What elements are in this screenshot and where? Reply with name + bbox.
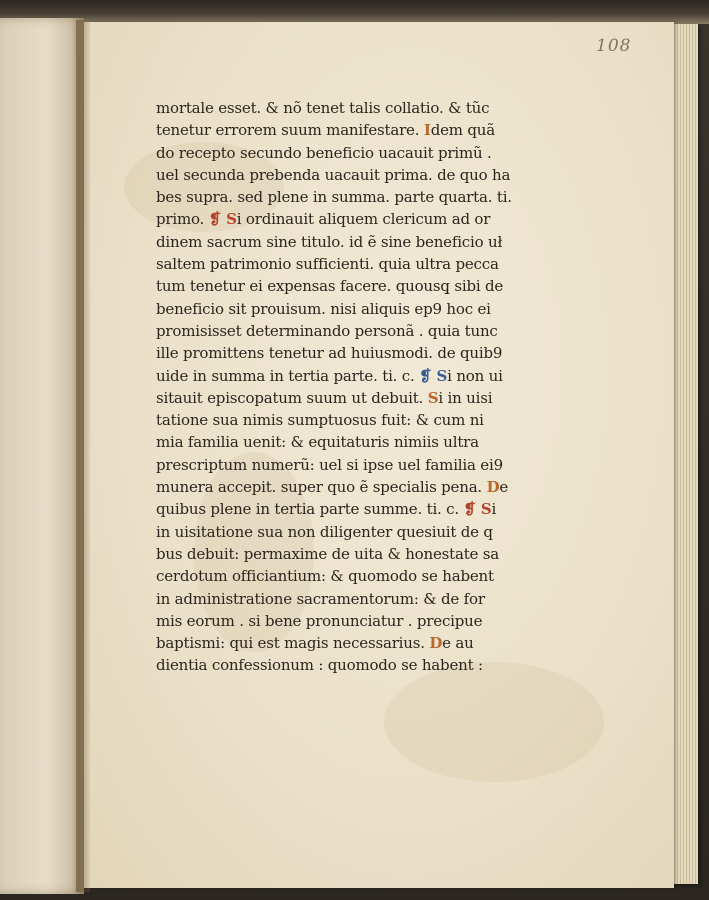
text-line — [156, 342, 526, 364]
text-segment: munera accepit. super quo ẽ specialis pena. — [156, 478, 487, 497]
rubric-mark: ❡ S — [463, 500, 492, 519]
text-segment: saltem patrimonio sufficienti. quia ultra pecca — [156, 255, 499, 274]
text-segment: prescriptum numerũ: uel si ipse uel familia ei9 — [156, 455, 503, 474]
paper-stain — [384, 662, 604, 782]
text-segment: i ordinauit aliquem clericum ad or — [236, 210, 491, 229]
text-segment: baptismi: qui est magis necessarius. — [156, 634, 430, 653]
text-line — [156, 208, 526, 230]
text-line — [156, 365, 526, 387]
text-line — [156, 476, 526, 498]
text-line — [156, 387, 526, 409]
rubric-mark: ❡ S — [419, 366, 448, 385]
rubric-mark: ❡ S — [208, 210, 237, 229]
text-segment: cerdotum officiantium: & quomodo se habent — [156, 567, 494, 586]
text-line — [156, 186, 526, 208]
text-segment: mia familia uenit: & equitaturis nimiis ultra — [156, 433, 479, 452]
text-segment: mortale esset. & nõ tenet talis collatio. & tũc — [156, 99, 490, 117]
text-segment: beneficio sit prouisum. nisi aliquis ep9 hoc ei — [156, 299, 491, 318]
text-segment: dem quã — [430, 121, 495, 140]
text-segment: bus debuit: permaxime de uita & honestate sa — [156, 544, 500, 563]
binding-edge — [0, 0, 709, 24]
text-segment: i in uisi — [438, 388, 493, 407]
text-line — [156, 521, 526, 543]
text-line — [156, 97, 526, 119]
text-segment: mis eorum . si bene pronunciatur . precipue — [156, 611, 483, 630]
text-line — [156, 409, 526, 431]
text-segment: e au — [442, 634, 474, 653]
text-segment: e — [499, 478, 509, 497]
text-segment: uel secunda prebenda uacauit prima. de quo ha — [156, 165, 511, 184]
facing-page-fold — [0, 52, 79, 892]
text-segment: primo. — [156, 210, 209, 229]
text-segment: in uisitatione sua non diligenter quesiuit de q — [156, 522, 493, 541]
text-line — [156, 275, 526, 297]
text-segment: dientia confessionum : quomodo se habent : — [156, 656, 483, 675]
text-line — [156, 454, 526, 476]
text-line — [156, 632, 526, 654]
text-line — [156, 543, 526, 565]
text-segment: tenetur errorem suum manifestare. — [156, 121, 424, 140]
text-line — [156, 498, 526, 520]
text-segment: uide in summa in tertia parte. ti. c. — [156, 366, 420, 385]
initial-letter: S — [427, 388, 439, 407]
text-line — [156, 610, 526, 632]
text-segment: do recepto secundo beneficio uacauit primũ . — [156, 143, 492, 162]
text-segment: promisisset determinando personã . quia tunc — [156, 321, 498, 340]
facing-page-edge — [0, 18, 84, 894]
initial-letter: D — [486, 478, 500, 497]
text-line — [156, 231, 526, 253]
text-segment: quibus plene in tertia parte summe. ti. c. — [156, 500, 464, 519]
text-line — [156, 142, 526, 164]
page-stack-edges — [672, 24, 698, 884]
text-segment: bes supra. sed plene in summa. parte quarta. ti. — [156, 188, 512, 207]
text-block — [156, 97, 526, 677]
text-line — [156, 588, 526, 610]
text-segment: tum tenetur ei expensas facere. quousq̧ sibi de — [156, 277, 504, 296]
text-segment: i — [491, 500, 497, 519]
initial-letter: I — [423, 121, 431, 140]
folio-number: 108 — [596, 36, 632, 56]
gutter-shadow — [76, 20, 90, 892]
text-segment: dinem sacrum sine titulo. id ẽ sine beneficio uł — [156, 232, 503, 251]
text-line — [156, 119, 526, 141]
text-line — [156, 654, 526, 676]
text-segment: in administratione sacramentorum: & de for — [156, 589, 485, 608]
text-line — [156, 164, 526, 186]
initial-letter: D — [429, 634, 443, 653]
text-segment: tatione sua nimis sumptuosus fuit: & cum ni — [156, 411, 484, 430]
text-segment: ille promittens tenetur ad huiusmodi. de quib9 — [156, 344, 503, 363]
text-segment: sitauit episcopatum suum ut debuit. — [156, 388, 428, 407]
text-line — [156, 298, 526, 320]
text-segment: i non ui — [447, 366, 503, 385]
text-line — [156, 431, 526, 453]
text-line — [156, 565, 526, 587]
text-line — [156, 253, 526, 275]
text-line — [156, 320, 526, 342]
